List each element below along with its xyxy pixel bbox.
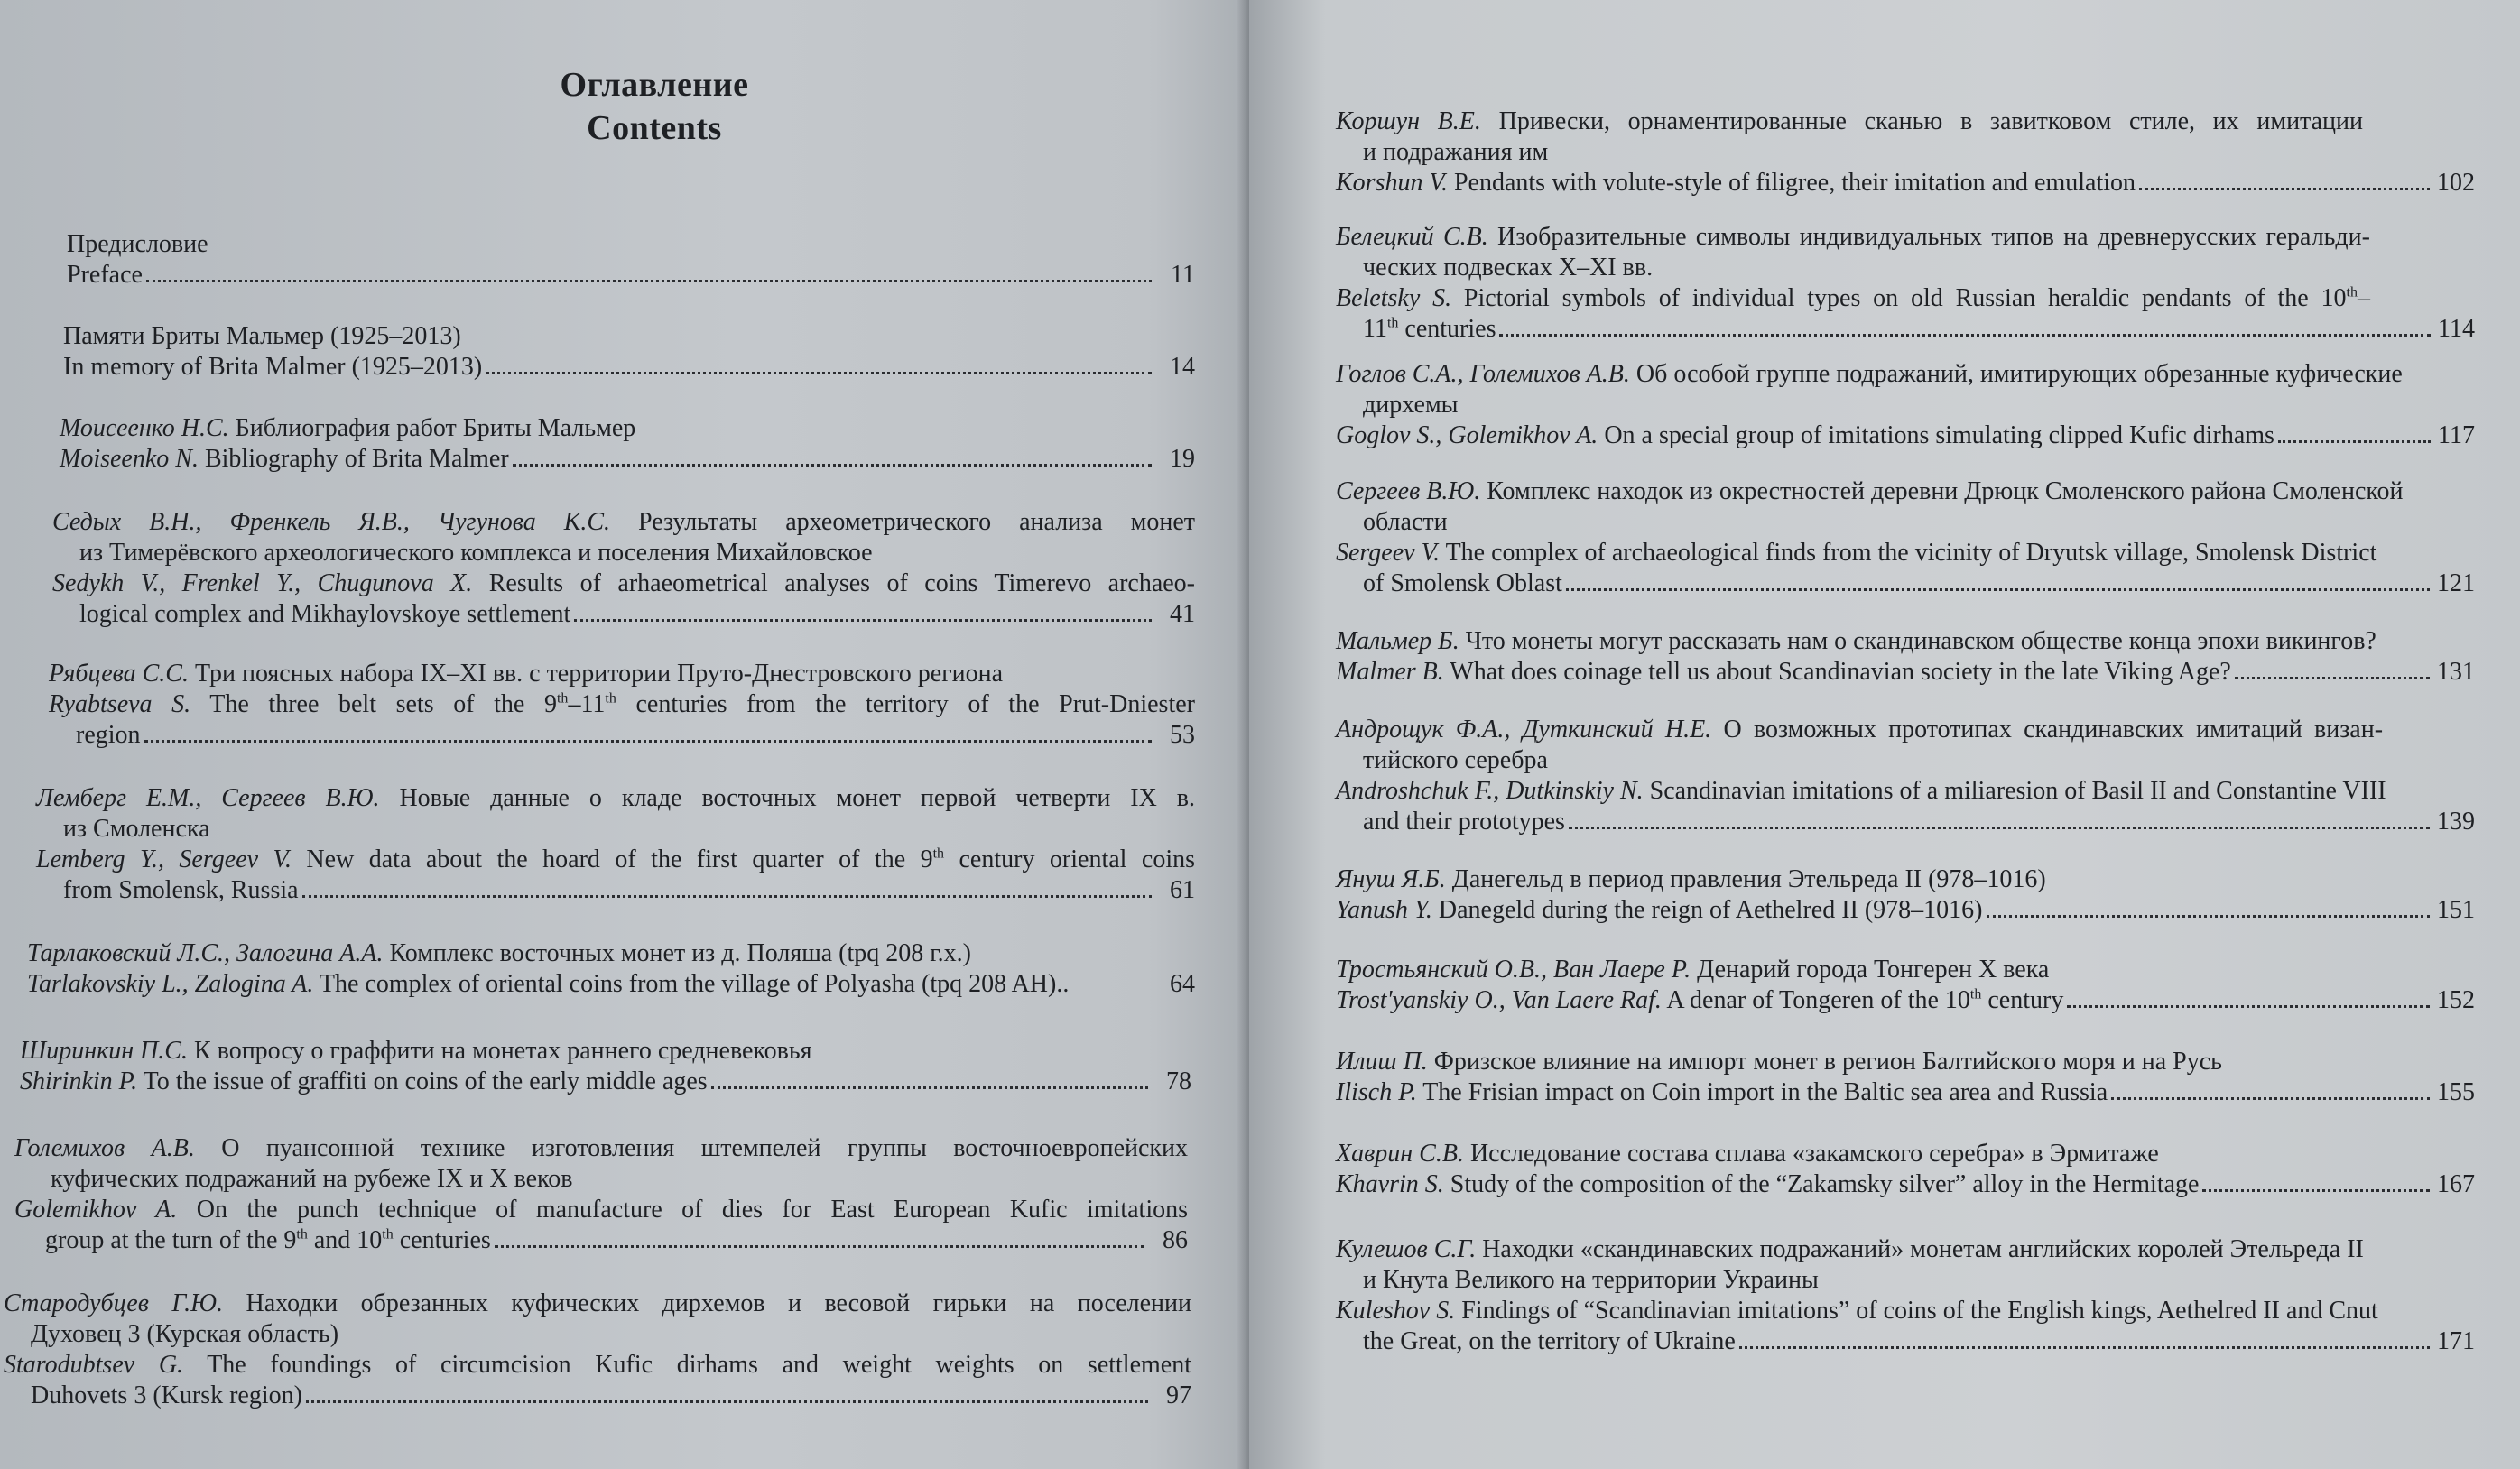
entry-en-author: Golemikhov A. [14,1196,178,1224]
entry-page: 14 [1170,353,1195,381]
contents-title-ru: Оглавление [560,66,749,104]
entry-ru-title: Памяти Бриты Мальмер (1925–2013) [63,322,461,350]
entry-en-author: Moiseenko N. [60,445,199,473]
entry-ru-line [60,413,1195,444]
entry-en-line [1336,420,2475,451]
leader-dots [2235,676,2430,679]
entry-page: 167 [2437,1170,2475,1198]
entry-ru-title: Три поясных набора IX–XI вв. с территории Пруто-Днестровского региона [194,660,1004,688]
entry-page: 151 [2437,896,2475,924]
entry-ru-author: Седых В.Н., Френкель Я.В., Чугунова К.С. [52,508,611,536]
entry-en-title: The Frisian impact on Coin import in the Baltic sea area and Russia [1422,1078,2108,1106]
entry-ru-title: К вопросу о граффити на монетах раннего средневековья [193,1037,812,1065]
entry-page: 152 [2437,986,2475,1014]
entry-ru-line [4,1289,1191,1319]
entry-en-line [1336,168,2475,199]
contents-title-en: Contents [587,109,722,147]
entry-en-title: In memory of Brita Malmer (1925–2013) [63,353,483,381]
entry-ru-title: Фризское влияние на импорт монет в регион Балтийского моря и на Русь [1433,1048,2222,1076]
entry-ru-title: Привески, орнаментированные сканью в завитковом стиле, их имитации [1498,107,2364,135]
entry-ru-line [1336,359,2475,390]
entry-en-title-cont: region [76,721,141,749]
entry-en-author: Khavrin S. [1336,1170,1444,1198]
entry-en-title: Pictorial symbols of individual types on old Russian heraldic pendants of the 10th– [1463,284,2370,312]
toc-entry-malmer[interactable] [1336,626,2475,688]
leader-dots [495,1244,1144,1248]
entry-en-title: The three belt sets of the 9th–11th centuries from the territory of the Prut-Dniester [209,690,1195,718]
entry-ru-author: Стародубцев Г.Ю. [4,1289,224,1317]
entry-en-author: Beletsky S. [1336,284,1452,312]
entry-ru-title: Об особой группе подражаний, имитирующих обрезанные куфические [1635,360,2403,388]
entry-en-line [1336,283,2370,314]
entry-ru-author: Гоглов С.А., Големихов А.В. [1336,360,1630,388]
entry-en-title: Pendants with volute-style of filigree, their imitation and emulation [1453,169,2136,197]
entry-ru-author: Белецкий С.В. [1336,223,1488,251]
toc-entry-khavrin[interactable] [1336,1139,2475,1200]
entry-en-line-cont [49,720,1195,751]
entry-ru-title-cont: Духовец 3 (Курская область) [31,1320,339,1348]
entry-page: 41 [1170,600,1195,628]
entry-ru-line [1336,106,2363,137]
entry-en-author: Goglov S., Golemikhov A. [1336,421,1598,449]
entry-en-title: New data about the hoard of the first quarter of the 9th century oriental coins [306,845,1196,873]
entry-en-title: Study of the composition of the “Zakamsky silver” alloy in the Hermitage [1450,1170,2200,1198]
entry-en-line [1336,1077,2475,1108]
entry-ru-title: Исследование состава сплава «закамского серебра» в Эрмитаже [1469,1140,2159,1168]
entry-en-title: The complex of oriental coins from the village of Polyasha (tpq 208 AH).. [319,970,1070,998]
entry-ru-author: Януш Я.Б. [1336,865,1446,893]
entry-ru-title-cont: из Смоленска [63,815,210,843]
entry-ru-line [1336,222,2370,253]
entry-ru-line [36,783,1195,814]
entry-ru-author: Ширинкин П.С. [20,1037,188,1065]
entry-en-title: Danegeld during the reign of Aethelred II (978–1016) [1438,896,1983,924]
entry-page: 121 [2437,569,2475,597]
leader-dots [2067,1004,2430,1008]
toc-entry-preface[interactable] [67,229,1195,291]
entry-en-line-cont [52,599,1195,630]
entry-ru-title: Результаты археометрического анализа монет [638,508,1196,536]
entry-en-line-cont [1336,568,2475,599]
entry-en-line [63,352,1195,383]
entry-ru-title: Комплекс находок из окрестностей деревни Дрюцк Смоленского района Смоленской [1487,477,2404,505]
leader-dots [2139,187,2430,190]
entry-en-title-cont: of Smolensk Oblast [1363,569,1562,597]
toc-entry-beletsky[interactable] [1336,222,2475,345]
entry-en-title-cont: Duhovets 3 (Kursk region) [31,1381,302,1409]
left-page [0,0,1249,1469]
toc-entry-ryabtseva[interactable] [49,659,1195,751]
entry-page: 19 [1170,445,1195,473]
entry-en-title: The foundings of circumcision Kufic dirhams and weight weights on settlement [207,1351,1192,1379]
leader-dots [711,1086,1148,1089]
entry-ru-title: Находки «скандинавских подражаний» монетам английских королей Этельреда II [1482,1235,2364,1263]
entry-page: 102 [2437,169,2475,197]
entry-ru-author: Коршун В.Е. [1336,107,1481,135]
entry-en-line [1336,985,2475,1016]
entry-ru-line [1336,476,2475,507]
entry-ru-title-cont: из Тимерёвского археологического комплекса и поселения Михайловское [79,539,873,567]
entry-ru-title: О возможных прототипах скандинавских имитаций визан- [1723,716,2384,744]
toc-entry-moiseenko[interactable] [60,413,1195,475]
entry-en-author: Malmer B. [1336,658,1444,686]
entry-en-title: Findings of “Scandinavian imitations” of coins of the English kings, Aethelred II and Cnut [1461,1297,2378,1325]
entry-en-title-cont: 11th centuries [1363,315,1496,343]
entry-ru-title: Предисловие [67,230,208,258]
entry-en-title-cont: the Great, on the territory of Ukraine [1363,1327,1736,1355]
entry-page: 117 [2438,421,2475,449]
entry-en-title: A denar of Tongeren of the 10th century [1666,986,2064,1014]
entry-en-author: Tarlakovskiy L., Zalogina A. [27,970,314,998]
entry-ru-title-cont: и Кнута Великого на территории Украины [1363,1266,1819,1294]
entry-page: 11 [1171,261,1195,289]
entry-page: 53 [1170,721,1195,749]
entry-en-title-cont: group at the turn of the 9th and 10th centuries [45,1226,491,1254]
toc-entry-in-memory[interactable] [63,321,1195,383]
entry-en-author: Korshun V. [1336,169,1448,197]
entry-en-line [1336,657,2475,688]
entry-en-line [52,568,1195,599]
leader-dots [2111,1096,2430,1100]
entry-en-line [1336,895,2475,926]
entry-ru-title: Что монеты могут рассказать нам о скандинавском обществе конца эпохи викингов? [1465,627,2376,655]
leader-dots [486,371,1152,374]
entry-ru-title: Изобразительные символы индивидуальных типов на древнерусских геральди- [1497,223,2370,251]
entry-en-line [1336,776,2475,807]
leader-dots [2202,1188,2430,1192]
entry-ru-author: Илиш П. [1336,1048,1428,1076]
leader-dots [146,279,1152,282]
entry-ru-author: Тростьянский О.В., Ван Лаере Р. [1336,956,1691,984]
entry-page: 114 [2438,315,2475,343]
right-page [1249,0,2520,1469]
entry-ru-title-cont: тийского серебра [1363,746,1548,774]
entry-ru-line [49,659,1195,689]
entry-en-author: Starodubtsev G. [4,1351,184,1379]
entry-page: 131 [2437,658,2475,686]
entry-en-line [20,1067,1191,1097]
entry-ru-title: О пуансонной технике изготовления штемпелей группы восточноевропейских [221,1134,1188,1162]
entry-ru-title-cont: дирхемы [1363,391,1459,419]
leader-dots [1499,333,2431,337]
entry-en-author: Lemberg Y., Sergeev V. [36,845,292,873]
entry-ru-title-cont: ческих подвесках X–XI вв. [1363,254,1654,282]
entry-en-line [60,444,1195,475]
entry-en-line [14,1195,1188,1225]
entry-en-line [67,260,1195,291]
entry-en-line-cont [1336,314,2475,345]
toc-entry-tarlakovskiy[interactable] [27,938,1195,1000]
entry-page: 155 [2437,1078,2475,1106]
toc-entry-kuleshov[interactable] [1336,1234,2475,1357]
entry-en-author: Androshchuk F., Dutkinskiy N. [1336,777,1644,805]
entry-ru-line [27,938,1195,969]
entry-en-title: On the punch technique of manufacture of dies for East European Kufic imitations [196,1196,1189,1224]
entry-ru-line [1336,864,2475,895]
entry-ru-title: Библиография работ Бриты Мальмер [235,414,636,442]
entry-ru-title: Новые данные о кладе восточных монет первой четверти IX в. [399,784,1196,812]
entry-en-title: On a special group of imitations simulating clipped Kufic dirhams [1604,421,2274,449]
entry-page: 171 [2437,1327,2475,1355]
toc-entry-golemikhov[interactable] [14,1133,1188,1256]
entry-ru-author: Сергеев В.Ю. [1336,477,1481,505]
entry-en-title-cont: and their prototypes [1363,808,1565,836]
entry-en-author: Yanush Y. [1336,896,1432,924]
entry-en-line [1336,1169,2475,1200]
entry-ru-author: Мальмер Б. [1336,627,1459,655]
entry-ru-title-cont: куфических подражаний на рубеже IX и X веков [51,1165,573,1193]
entry-page: 86 [1163,1226,1188,1254]
entry-en-title: To the issue of graffiti on coins of the early middle ages [143,1067,708,1095]
toc-entry-yanush[interactable] [1336,864,2475,926]
entry-page: 78 [1166,1067,1191,1095]
entry-ru-line [14,1133,1188,1164]
entry-en-line [27,969,1195,1000]
entry-ru-title: Данегельд в период правления Этельреда II (978–1016) [1451,865,2046,893]
entry-ru-line [1336,715,2383,745]
toc-entry-goglov[interactable] [1336,359,2475,451]
leader-dots [306,1400,1148,1403]
entry-en-line [49,689,1195,720]
entry-page: 139 [2437,808,2475,836]
toc-entry-sedykh[interactable] [52,507,1195,630]
toc-entry-lemberg[interactable] [36,783,1195,906]
entry-en-author: Sergeev V. [1336,539,1441,567]
entry-ru-author: Големихов А.В. [14,1134,195,1162]
leader-dots [1566,587,2430,591]
entry-ru-title-cont: и подражания им [1363,138,1549,166]
entry-ru-line [1336,1234,2475,1265]
leader-dots [2278,439,2431,443]
entry-en-author: Kuleshov S. [1336,1297,1456,1325]
leader-dots [513,463,1152,467]
leader-dots [1987,914,2431,918]
entry-ru-line [20,1036,1191,1067]
entry-en-author: Ryabtseva S. [49,690,191,718]
leader-dots [1569,826,2430,829]
entry-ru-line [1336,955,2475,985]
entry-en-line-cont [1336,1326,2475,1357]
entry-en-author: Shirinkin P. [20,1067,138,1095]
entry-en-title-cont: from Smolensk, Russia [63,876,299,904]
entry-ru-author: Тарлаковский Л.С., Залогина А.А. [27,939,384,967]
toc-entry-ilisch[interactable] [1336,1047,2475,1108]
entry-ru-title-cont: области [1363,508,1448,536]
entry-en-line [36,845,1195,875]
entry-ru-line [1336,626,2475,657]
entry-en-title: What does coinage tell us about Scandinavian society in the late Viking Age? [1450,658,2231,686]
entry-ru-line [1336,1139,2475,1169]
leader-dots [144,739,1152,743]
entry-en-title: The complex of archaeological finds from the vicinity of Dryutsk village, Smolensk District [1445,539,2377,567]
entry-en-author: Sedykh V., Frenkel Y., Chugunova X. [52,569,473,597]
entry-ru-title: Комплекс восточных монет из д. Поляша (tpq 208 г.х.) [389,939,971,967]
toc-entry-androshchuk[interactable] [1336,715,2475,837]
entry-ru-author: Андрощук Ф.А., Дуткинский Н.Е. [1336,716,1712,744]
entry-ru-author: Лемберг Е.М., Сергеев В.Ю. [36,784,380,812]
toc-entry-sergeev[interactable] [1336,476,2475,599]
entry-en-line [4,1350,1191,1381]
entry-en-line-cont [4,1381,1191,1411]
entry-en-title: Scandinavian imitations of a miliaresion of Basil II and Constantine VIII [1649,777,2386,805]
entry-ru-line [52,507,1195,538]
entry-en-title: Bibliography of Brita Malmer [204,445,509,473]
leader-dots [302,894,1152,898]
entry-en-author: Ilisch P. [1336,1078,1417,1106]
entry-en-line-cont [36,875,1195,906]
entry-page: 97 [1166,1381,1191,1409]
entry-en-title-cont: logical complex and Mikhaylovskoye settlement [79,600,571,628]
entry-page: 64 [1170,970,1195,998]
entry-en-line [1336,1296,2475,1326]
entry-ru-author: Кулешов С.Г. [1336,1235,1477,1263]
entry-page: 61 [1170,876,1195,904]
entry-ru-author: Хаврин С.В. [1336,1140,1464,1168]
entry-ru-author: Рябцева С.С. [49,660,189,688]
toc-entry-shirinkin[interactable] [20,1036,1191,1097]
entry-ru-line [1336,1047,2475,1077]
entry-ru-author: Моисеенко Н.С. [60,414,229,442]
entry-ru-title: Денарий города Тонгерен X века [1697,956,2050,984]
entry-en-author: Trost'yanskiy O., Van Laere Raf. [1336,986,1662,1014]
entry-ru-title: Находки обрезанных куфических дирхемов и весовой гирьки на поселении [246,1289,1191,1317]
leader-dots [574,618,1152,622]
toc-entry-korshun[interactable] [1336,106,2475,199]
entry-en-line-cont [14,1225,1188,1256]
leader-dots [1739,1345,2430,1349]
toc-entry-trostyanskiy[interactable] [1336,955,2475,1016]
entry-en-title: Results of arhaeometrical analyses of coins Timerevo archaeo- [488,569,1196,597]
entry-en-title: Preface [67,261,143,289]
entry-en-line-cont [1336,807,2475,837]
entry-en-line [1336,538,2475,568]
toc-entry-starodubtsev[interactable] [4,1289,1191,1411]
